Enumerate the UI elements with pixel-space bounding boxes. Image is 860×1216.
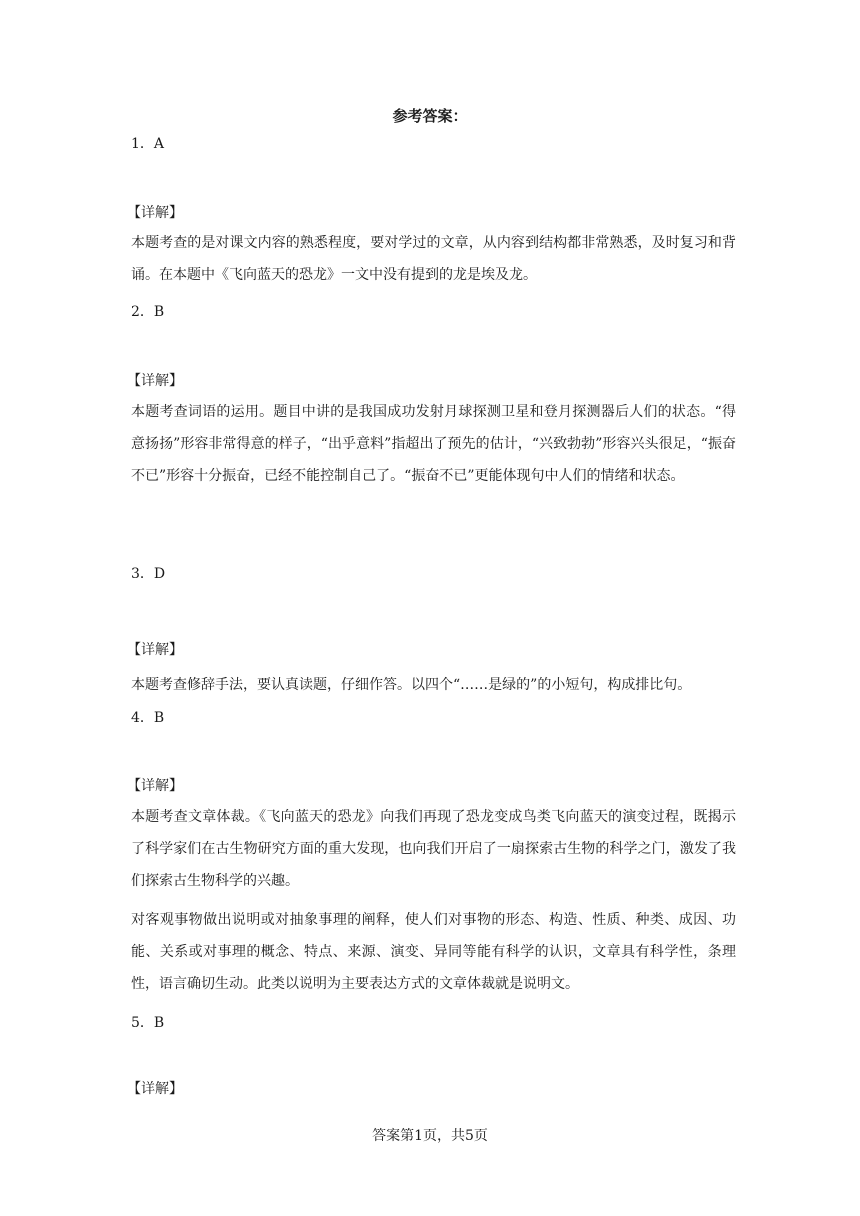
answer-4: 4．B [131,710,165,726]
detail-paragraph-2: 本题考查词语的运用。题目中讲的是我国成功发射月球探测卫星和登月探测器后人们的状态。“得意扬扬”形容非常得意的样子，“出乎意料”指超出了预先的估计，“兴致勃勃”形容兴头很足，“振奋不已”形容十分振奋，已经不能控制自己了。“振奋不已”更能体现句中人们的情绪和状态。 [131,404,736,484]
answer-3: 3．D [131,566,166,582]
page-title: 参考答案： [392,107,468,125]
detail-heading-1: 【详解】 [127,205,183,221]
answer-5: 5．B [131,1015,165,1031]
detail-heading-2: 【详解】 [127,373,183,389]
detail-heading-4: 【详解】 [127,778,183,794]
answer-1: 1．A [131,136,165,152]
detail-heading-3: 【详解】 [127,642,183,658]
detail-paragraph-4a: 本题考查文章体裁。《飞向蓝天的恐龙》向我们再现了恐龙变成鸟类飞向蓝天的演变过程，既揭示了科学家们在古生物研究方面的重大发现，也向我们开启了一扇探索古生物的科学之门，激发了我们探索古生物科学的兴趣。 [131,809,736,889]
answer-2: 2．B [131,304,165,320]
detail-paragraph-1: 本题考查的是对课文内容的熟悉程度，要对学过的文章，从内容到结构都非常熟悉，及时复习和背诵。在本题中《飞向蓝天的恐龙》一文中没有提到的龙是埃及龙。 [131,235,736,283]
page-footer: 答案第1页，共5页 [372,1128,488,1144]
detail-heading-5: 【详解】 [127,1081,183,1097]
detail-paragraph-4b: 对客观事物做出说明或对抽象事理的阐释，使人们对事物的形态、构造、性质、种类、成因、功能、关系或对事理的概念、特点、来源、演变、异同等能有科学的认识，文章具有科学性，条理性，语言确切生动。此类以说明为主要表达方式的文章体裁就是说明文。 [131,912,736,992]
detail-paragraph-3: 本题考查修辞手法，要认真读题，仔细作答。以四个“……是绿的”的小短句，构成排比句。 [131,677,692,693]
